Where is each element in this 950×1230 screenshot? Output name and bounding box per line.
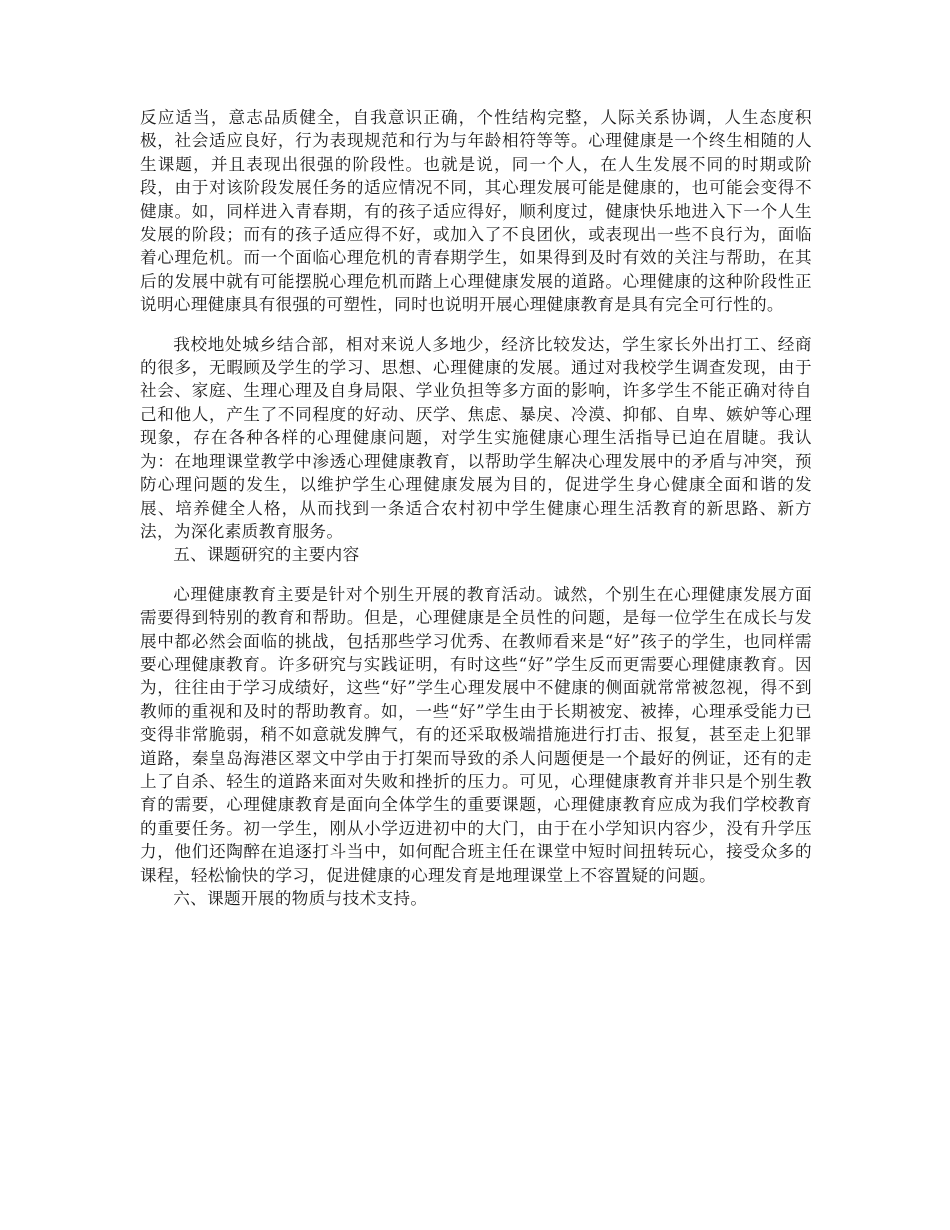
document-body (140, 106, 812, 910)
section-heading-material-support: 六、课题开展的物质与技术支持。 (173, 889, 428, 908)
paragraph-school-background: 我校地处城乡结合部，相对来说人多地少，经济比较发达，学生家长外出打工、经商的很多，无暇顾及学生的学习、思想、心理健康的发展。通过对我校学生调查发现，由于社会、家庭、生理心理及自身局限、学业负担等多方面的影响，许多学生不能正确对待自己和他人，产生了不同程度的好动、厌学、焦虑、暴戾、冷漠、抑郁、自卑、嫉妒等心理现象，存在各种各样的心理健康问题，对学生实施健康心理生活指导已迫在眉睫。我认为：在地理课堂教学中渗透心理健康教育，以帮助学生解决心理发展中的矛盾与冲突，预防心理问题的发生，以维护学生心理健康发展为目的，促进学生身心健康全面和谐的发展、培养健全人格，从而找到一条适合农村初中学生健康心理生活教育的新思路、新方法，为深化素质教育服务。 (140, 334, 812, 541)
paragraph-mental-health-stages: 反应适当，意志品质健全，自我意识正确，个性结构完整，人际关系协调，人生态度积极，社会适应良好，行为表现规范和行为与年龄相符等等。心理健康是一个终生相随的人生课题，并且表现出很强的阶段性。也就是说，同一个人，在人生发展不同的时期或阶段，由于对该阶段发展任务的适应情况不同，其心理发展可能是健康的，也可能会变得不健康。如，同样进入青春期，有的孩子适应得好，顺利度过，健康快乐地进入下一个人生发展的阶段；而有的孩子适应得不好，或加入了不良团伙，或表现出一些不良行为，面临着心理危机。而一个面临心理危机的青春期学生，如果得到及时有效的关注与帮助，在其后的发展中就有可能摆脱心理危机而踏上心理健康发展的道路。心理健康的这种阶段性正说明心理健康具有很强的可塑性，同时也说明开展心理健康教育是具有完全可行性的。 (140, 108, 812, 315)
section-heading-research-content: 五、课题研究的主要内容 (173, 545, 360, 565)
paragraph-research-content: 心理健康教育主要是针对个别生开展的教育活动。诚然，个别生在心理健康发展方面需要得到特别的教育和帮助。但是，心理健康是全员性的问题，是每一位学生在成长与发展中都必然会面临的挑战，包括那些学习优秀、在教师看来是“好”孩子的学生，也同样需要心理健康教育。许多研究与实践证明，有时这些“好”学生反而更需要心理健康教育。因为，往往由于学习成绩好，这些“好”学生心理发展中不健康的侧面就常常被忽视，得不到教师的重视和及时的帮助教育。如，一些“好”学生由于长期被宠、被捧，心理承受能力已变得非常脆弱，稍不如意就发脾气，有的还采取极端措施进行打击、报复，甚至走上犯罪道路，秦皇岛海港区翠文中学由于打架而导致的杀人问题便是一个最好的例证，还有的走上了自杀、轻生的道路来面对失败和挫折的压力。可见，心理健康教育并非只是个别生教育的需要，心理健康教育是面向全体学生的重要课题，心理健康教育应成为我们学校教育的重要任务。初一学生，刚从小学迈进初中的大门，由于在小学知识内容少，没有升学压力，他们还陶醉在追逐打斗当中，如何配合班主任在课堂中短时间扭转玩心，接受众多的课程，轻松愉快的学习，促进健康的心理发育是地理课堂上不容置疑的问题。 (140, 584, 812, 885)
